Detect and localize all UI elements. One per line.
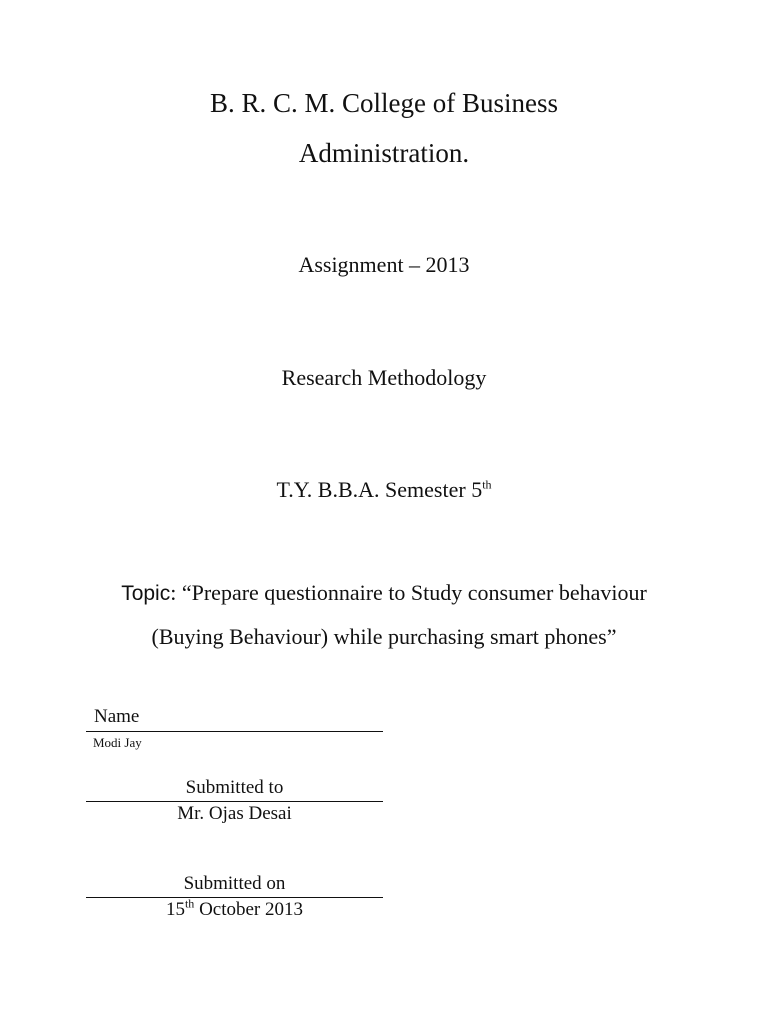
submitted-on-label: Submitted on: [183, 873, 286, 894]
semester-line: [0, 477, 768, 503]
assignment-year: Assignment – 2013: [298, 252, 470, 277]
date-day-superscript: th: [184, 896, 195, 911]
submitted-to-label: Submitted to: [185, 777, 284, 798]
submitted-to-underline: [86, 801, 383, 802]
subject-title: Research Methodology: [281, 365, 487, 390]
name-value: Modi Jay: [93, 735, 142, 750]
submitted-to-value: Mr. Ojas Desai: [177, 803, 292, 824]
semester-text: T.Y. B.B.A. Semester 5: [276, 477, 483, 502]
name-underline: [86, 731, 383, 732]
topic-line-2: (Buying Behaviour) while purchasing smart phones”: [151, 624, 617, 649]
topic-text-1: “Prepare questionnaire to Study consumer behaviour: [181, 580, 647, 605]
topic-label: Topic: [121, 582, 171, 605]
college-name-line-2: Administration.: [298, 138, 470, 168]
semester-superscript: th: [482, 477, 492, 492]
college-name-line-1: B. R. C. M. College of Business: [209, 88, 559, 118]
topic-separator: :: [170, 580, 182, 605]
date-day: 15: [165, 899, 185, 920]
topic-line-1: [0, 580, 768, 606]
date-rest: October 2013: [194, 899, 304, 920]
submitted-on-date: [86, 896, 383, 921]
submitted-on-underline: [86, 897, 383, 898]
name-label: Name: [94, 706, 140, 727]
